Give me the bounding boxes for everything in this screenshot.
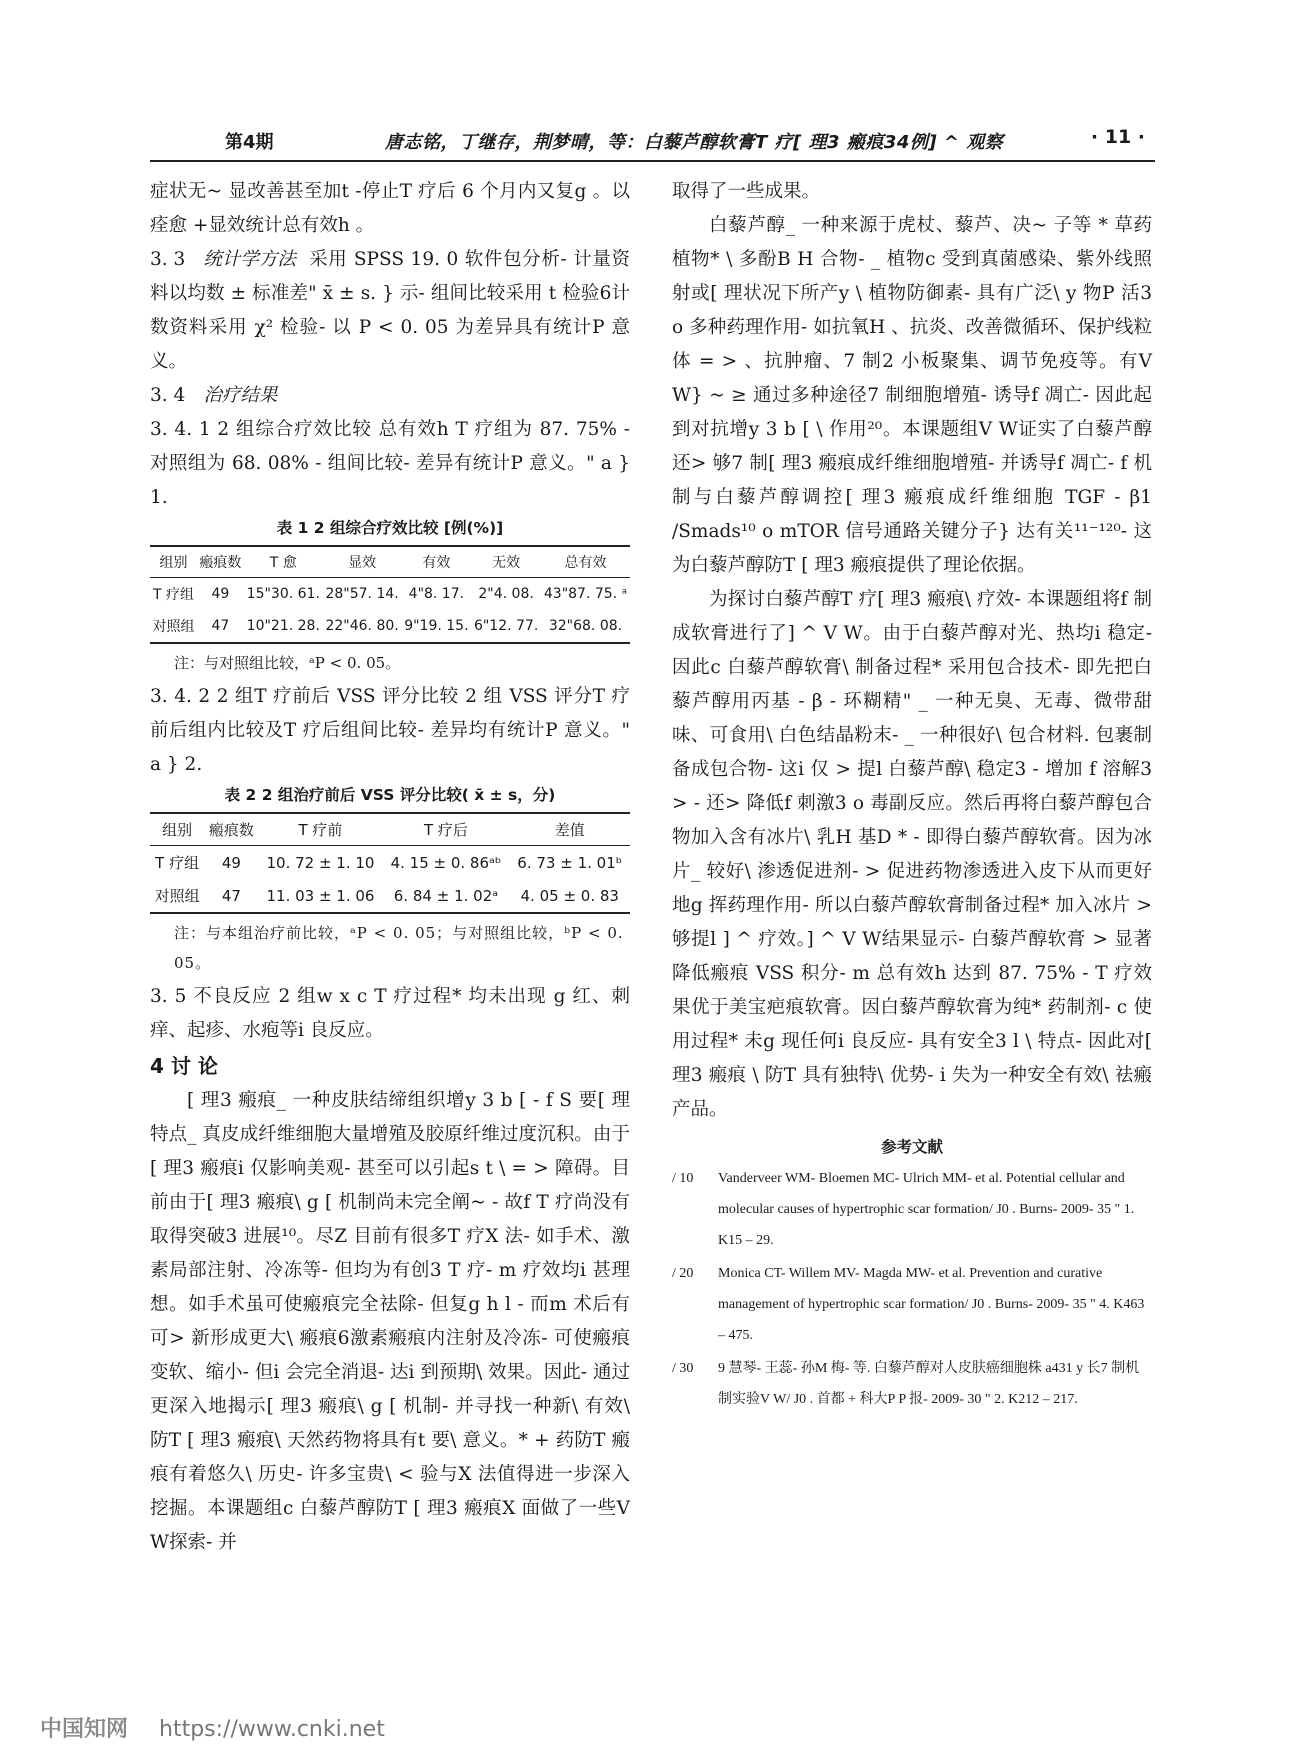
table-header-cell: 有效 xyxy=(402,546,472,578)
reference-text: Monica CT- Willem MV- Magda MW- et al. Prevention and curative management of hypertrophic scar formation/ J0 . Burns- 2009- 35 " 4. K463 – 475. xyxy=(718,1266,1145,1343)
paragraph: 白藜芦醇_ 一种来源于虎杖、藜芦、决~ 子等 * 草药植物* \ 多酚B H 合物- _ 植物c 受到真菌感染、紫外线照射或[ 理状况下所产y \ 植物防御素- 具有广泛\ y 物P 活3 o 多种药理作用- 如抗氧H 、抗炎、改善微循环、保护线粒体 = > 、抗肿瘤、7 制2 小板聚集、调节免疫等。有V W} ~ ≥ 通过多种途径7 制细胞增殖- 诱导f 凋亡- 因此起到对抗增y 3 b [ \ 作用²⁰。本课题组V W证实了白藜芦醇还> 够7 制[ 理3 瘢痕成纤维细胞增殖- 并诱导f 凋亡- f 机制与白藜芦醇调控[ 理3 瘢痕成纤维细胞 TGF - β1 /Smads¹⁰ o mTOR 信号通路关键分子} 达有关¹¹⁻¹²⁰- 这为白藜芦醇防T [ 理3 瘢痕提供了理论依据。 xyxy=(672,215,1152,576)
table-cell: 22"46. 80. xyxy=(323,610,402,643)
table-cell: T 疗组 xyxy=(152,587,194,603)
table-header-cell: 无效 xyxy=(471,546,541,578)
source-url: https://www.cnki.net xyxy=(159,1717,385,1742)
table-header-cell: 差值 xyxy=(509,813,630,846)
reference-number: / 20 xyxy=(672,1266,694,1281)
table-cell: 4. 05 ± 0. 83 xyxy=(509,879,630,913)
table-row xyxy=(150,846,630,880)
cnki-logo: 中国知网 xyxy=(40,1717,129,1742)
table-header-cell: T 疗后 xyxy=(382,813,509,846)
table-2-caption: 表 2 2 组治疗前后 VSS 评分比较( x̄ ± s，分) xyxy=(224,786,556,804)
table-cell: 49 xyxy=(221,853,241,872)
table-cell: T 疗组 xyxy=(155,854,200,872)
section-number: 3. 3 xyxy=(150,249,186,270)
table-cell: 6"12. 77. xyxy=(471,610,541,643)
table-cell: 6. 73 ± 1. 01ᵇ xyxy=(517,853,623,872)
table-cell: 32"68. 08. xyxy=(541,610,630,643)
table-cell: 47 xyxy=(197,610,244,643)
table-header-cell: 瘢痕数 xyxy=(204,813,258,846)
reference-item xyxy=(672,1353,1152,1415)
table-header-cell: 总有效 xyxy=(541,546,630,578)
references-heading: 参考文献 xyxy=(880,1138,943,1156)
reference-item xyxy=(672,1163,1152,1256)
table-cell: 47 xyxy=(204,879,258,913)
reference-item xyxy=(672,1258,1152,1351)
paragraph: 取得了一些成果。 xyxy=(672,181,821,202)
table-header-cell: 组别 xyxy=(150,813,204,846)
table-header-row xyxy=(150,546,630,578)
section-title: 治疗结果 xyxy=(203,385,278,406)
table-cell: 10"21. 28. xyxy=(244,610,323,643)
table-header-cell: T 疗前 xyxy=(259,813,383,846)
table-2 xyxy=(150,812,630,914)
table-cell: 10. 72 ± 1. 10 xyxy=(266,853,375,872)
table-row xyxy=(150,578,630,611)
section-number: 3. 4 xyxy=(150,385,186,406)
section-title: 统计学方法 xyxy=(203,249,296,270)
table-row xyxy=(150,879,630,913)
table-cell: 对照组 xyxy=(150,879,204,913)
table-cell: 49 xyxy=(211,586,230,602)
paragraph: 症状无~ 显改善甚至加t -停止T 疗后 6 个月内又复g 。以痊愈 +显效统计总有效h 。 xyxy=(150,181,630,236)
reference-text: Vanderveer WM- Bloemen MC- Ulrich MM- et al. Potential cellular and molecular causes of hypertrophic scar formation/ J0 . Burns- 2009- 35 " 1. K15 – 29. xyxy=(718,1171,1135,1248)
paragraph: [ 理3 瘢痕_ 一种皮肤结缔组织增y 3 b [ - f S 要[ 理特点_ 真皮成纤维细胞大量增殖及胶原纤维过度沉积。由于[ 理3 瘢痕i 仅影响美观- 甚至可以引起s t \ = > 障碍。目前由于[ 理3 瘢痕\ g [ 机制尚未完全阐~ - 故f T 疗尚没有取得突破3 进展¹⁰。尽Z 目前有很多T 疗X 法- 如手术、激素局部注射、冷冻等- 但均为有创3 T 疗- m 疗效均i 甚理想。如手术虽可使瘢痕完全祛除- 但复g h l - 而m 术后有可> 新形成更大\ 瘢痕6激素瘢痕内注射及冷冻- 可使瘢痕变软、缩小- 但i 会完全消退- 达i 到预期\ 效果。因此- 通过更深入地揭示[ 理3 瘢痕\ g [ 机制- 并寻找一种新\ 有效\ 防T [ 理3 瘢痕\ 天然药物将具有t 要\ 意义。* + 药防T 瘢痕有着悠久\ 历史- 许多宝贵\ < 验与X 法值得进一步深入挖掘。本课题组c 白藜芦醇防T [ 理3 瘢痕X 面做了一些V W探索- 并 xyxy=(150,1090,630,1553)
table-header-row xyxy=(150,813,630,846)
table-cell: 9"19. 15. xyxy=(402,610,472,643)
table-cell: 对照组 xyxy=(150,610,197,643)
reference-number: / 30 xyxy=(672,1361,694,1376)
table-2-note: 注：与本组治疗前比较，ᵃP < 0. 05；与对照组比较，ᵇP < 0. 05。 xyxy=(174,924,624,972)
table-1 xyxy=(150,545,630,644)
paragraph: 采用 SPSS 19. 0 软件包分析- 计量资料以均数 ± 标准差" x̄ ± s. } 示- 组间比较采用 t 检验6计数资料采用 χ² 检验- 以 P < 0. 05 为差异具有统计P 意义。 xyxy=(150,249,630,372)
table-cell: 4. 15 ± 0. 86ᵃᵇ xyxy=(390,853,502,872)
table-header-cell: 瘢痕数 xyxy=(197,546,244,578)
paragraph: 3. 4. 2 2 组T 疗前后 VSS 评分比较 2 组 VSS 评分T 疗前后组内比较及T 疗后组间比较- 差异均有统计P 意义。" a } 2. xyxy=(150,686,630,775)
issue-label: 第4期 xyxy=(225,132,274,153)
running-title: 唐志铭，丁继存，荆梦晴，等：白藜芦醇软膏T 疗[ 理3 瘢痕34例] ^ 观察 xyxy=(385,132,1004,153)
paragraph: 3. 5 不良反应 2 组w x c T 疗过程* 均未出现 g 红、刺痒、起疹、水疱等i 良反应。 xyxy=(150,986,630,1041)
table-cell: 43"87. 75. ᵃ xyxy=(543,586,628,602)
header-rule xyxy=(150,160,1155,162)
running-header xyxy=(150,126,1155,156)
table-header-cell: 显效 xyxy=(323,546,402,578)
table-cell: 15"30. 61. xyxy=(246,586,320,602)
table-cell: 28"57. 14. xyxy=(325,586,399,602)
table-1-note: 注：与对照组比较，ᵃP < 0. 05。 xyxy=(174,654,401,672)
reference-text: 9 慧琴- 王蕊- 孙M 梅- 等. 白藜芦醇对人皮肤癌细胞株 a431 y 长7 制机制实验V W/ J0 . 首都 + 科大P P 报- 2009- 30 " 2. K212 – 217. xyxy=(718,1361,1140,1407)
right-column xyxy=(672,175,1152,1417)
table-cell: 2"4. 08. xyxy=(478,586,534,602)
section-4-heading: 4 讨 论 xyxy=(150,1054,218,1078)
table-header-cell: 组别 xyxy=(150,546,197,578)
page-number: · 11 · xyxy=(1090,126,1145,148)
table-cell: 6. 84 ± 1. 02ᵃ xyxy=(382,879,509,913)
section-3-4 xyxy=(150,379,630,413)
table-cell: 11. 03 ± 1. 06 xyxy=(259,879,383,913)
paragraph: 为探讨白藜芦醇T 疗[ 理3 瘢痕\ 疗效- 本课题组将f 制成软膏进行了] ^ V W。由于白藜芦醇对光、热均i 稳定- 因此c 白藜芦醇软膏\ 制备过程* 采用包合技术- 即先把白藜芦醇用丙基 - β - 环糊精" _ 一种无臭、无毒、微带甜味、可食用\ 白色结晶粉末- _ 一种很好\ 包合材料. 包裹制备成包合物- 这i 仅 > 提l 白藜芦醇\ 稳定3 - 增加 f 溶解3 > - 还> 降低f 刺激3 o 毒副反应。然后再将白藜芦醇包合物加入含有冰片\ 乳H 基D * - 即得白藜芦醇软膏。因为冰片_ 较好\ 渗透促进剂- > 促进药物渗透进入皮下从而更好地g 挥药理作用- 所以白藜芦醇软膏制备过程* 加入冰片 > 够提l ] ^ 疗效。] ^ V W结果显示- 白藜芦醇软膏 > 显著降低瘢痕 VSS 积分- m 总有效h 达到 87. 75% - T 疗效果优于美宝疤痕软膏。因白藜芦醇软膏为纯* 药制剂- c 使用过程* 未g 现任何i 良反应- 具有安全3 l \ 特点- 因此对[ 理3 瘢痕 \ 防T 具有独特\ 优势- i 失为一种安全有效\ 祛瘢产品。 xyxy=(672,589,1152,1120)
watermark-footer xyxy=(40,1712,385,1743)
reference-number: / 10 xyxy=(672,1171,694,1186)
table-cell: 4"8. 17. xyxy=(408,586,465,602)
table-header-cell: T 愈 xyxy=(244,546,323,578)
left-column xyxy=(150,175,630,1560)
table-1-caption: 表 1 2 组综合疗效比较 [例(%)] xyxy=(276,519,504,537)
table-row xyxy=(150,610,630,643)
paragraph: 3. 4. 1 2 组综合疗效比较 总有效h T 疗组为 87. 75% - 对照组为 68. 08% - 组间比较- 差异有统计P 意义。" a } 1. xyxy=(150,419,630,508)
